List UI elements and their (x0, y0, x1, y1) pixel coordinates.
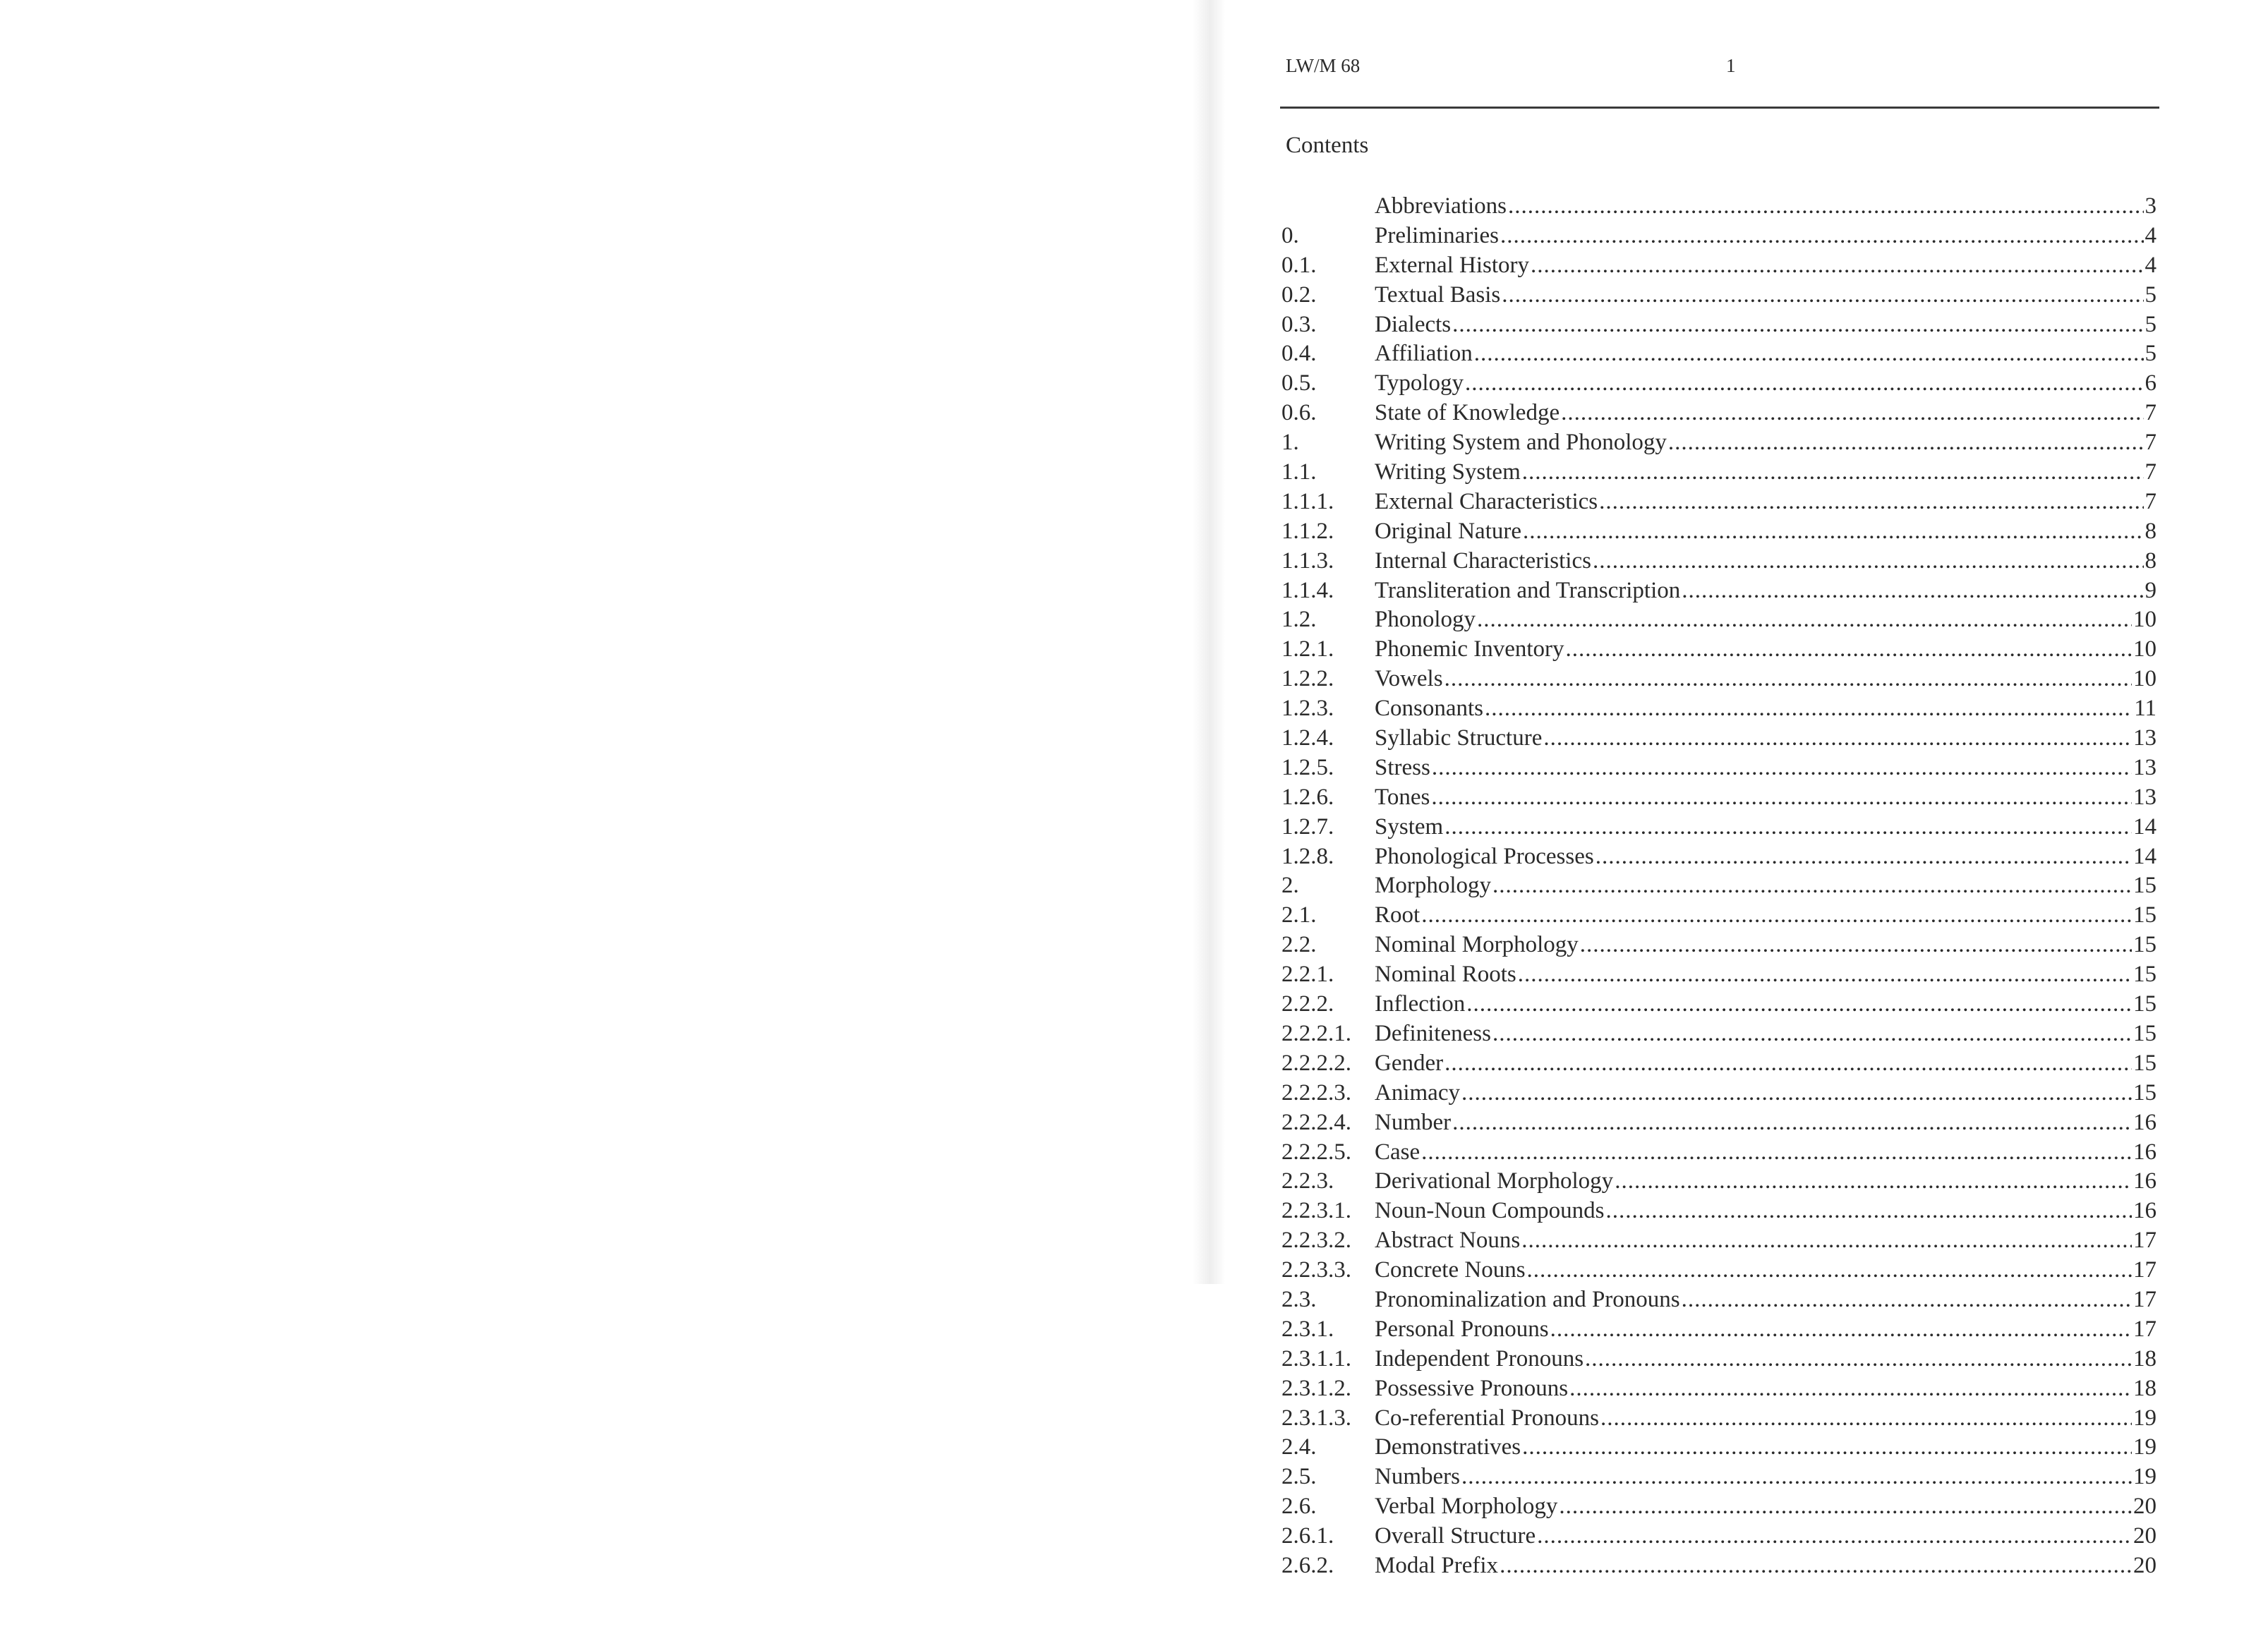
toc-section-title: Numbers (1375, 1464, 1460, 1490)
toc-section-title: Demonstratives (1375, 1434, 1521, 1460)
toc-dot-leader (1521, 1226, 2132, 1256)
toc-dot-leader (1523, 517, 2143, 547)
toc-entry (1281, 1226, 2157, 1256)
toc-section-number: 0.3. (1281, 311, 1317, 337)
toc-section-number: 2.3.1.2. (1281, 1375, 1351, 1401)
toc-dot-leader (1682, 576, 2143, 606)
toc-page-number: 15 (2133, 873, 2157, 899)
toc-entry (1281, 251, 2157, 281)
toc-page-number: 7 (2145, 430, 2157, 456)
toc-section-number: 1. (1281, 430, 1299, 456)
toc-page-number: 20 (2133, 1523, 2157, 1549)
toc-entry (1281, 547, 2157, 576)
toc-section-number: 0. (1281, 222, 1299, 248)
toc-page-number: 15 (2133, 1020, 2157, 1046)
toc-entry (1281, 458, 2157, 488)
running-header (1286, 55, 2166, 83)
toc-section-title: Nominal Morphology (1375, 932, 1579, 958)
toc-entry (1281, 1167, 2157, 1197)
toc-entry (1281, 990, 2157, 1019)
toc-section-title: Internal Characteristics (1375, 547, 1591, 574)
toc-section-number: 2.6. (1281, 1494, 1317, 1520)
toc-section-title: Writing System and Phonology (1375, 430, 1667, 456)
toc-dot-leader (1682, 1285, 2132, 1315)
toc-dot-leader (1593, 547, 2144, 576)
toc-entry (1281, 1522, 2157, 1551)
toc-dot-leader (1452, 310, 2143, 340)
toc-section-title: Transliteration and Transcription (1375, 577, 1681, 603)
toc-entry (1281, 1079, 2157, 1108)
toc-page-number: 5 (2145, 281, 2157, 308)
toc-section-title: System (1375, 813, 1444, 840)
toc-entry (1281, 310, 2157, 340)
toc-page-number: 20 (2133, 1494, 2157, 1520)
toc-section-title: Phonology (1375, 607, 1476, 633)
toc-section-title: Co-referential Pronouns (1375, 1405, 1599, 1431)
toc-section-title: Derivational Morphology (1375, 1168, 1614, 1194)
toc-entry (1281, 1256, 2157, 1285)
toc-page-number: 16 (2133, 1109, 2157, 1135)
toc-dot-leader (1466, 990, 2132, 1019)
toc-entry (1281, 1138, 2157, 1168)
toc-section-title: State of Knowledge (1375, 400, 1560, 426)
toc-section-number: 1.2.1. (1281, 636, 1334, 662)
toc-entry (1281, 1345, 2157, 1374)
toc-entry (1281, 1108, 2157, 1138)
toc-section-title: Syllabic Structure (1375, 725, 1543, 751)
toc-dot-leader (1518, 960, 2132, 990)
toc-dot-leader (1500, 1551, 2132, 1581)
toc-section-number: 1.2.7. (1281, 813, 1334, 840)
toc-section-title: Abstract Nouns (1375, 1228, 1521, 1254)
toc-section-title: Affiliation (1375, 341, 1473, 367)
toc-section-number: 2.2.2.4. (1281, 1109, 1351, 1135)
toc-entry (1281, 1285, 2157, 1315)
toc-entry (1281, 635, 2157, 665)
toc-section-title: Concrete Nouns (1375, 1257, 1526, 1283)
toc-dot-leader (1444, 1049, 2132, 1079)
toc-section-number: 1.2.8. (1281, 843, 1334, 869)
toc-section-number: 2.2.2.5. (1281, 1139, 1351, 1165)
toc-entry (1281, 753, 2157, 783)
toc-section-number: 1.2.4. (1281, 725, 1334, 751)
toc-dot-leader (1615, 1167, 2132, 1197)
toc-page-number: 19 (2133, 1405, 2157, 1431)
toc-dot-leader (1421, 1138, 2132, 1168)
toc-page-number: 16 (2133, 1139, 2157, 1165)
toc-section-number: 2. (1281, 873, 1299, 899)
toc-entry (1281, 842, 2157, 872)
series-code: LW/M 68 (1286, 55, 1361, 76)
toc-page-number: 10 (2133, 636, 2157, 662)
toc-dot-leader (1522, 1433, 2132, 1463)
toc-section-title: Root (1375, 902, 1420, 928)
toc-entry (1281, 339, 2157, 369)
toc-entry (1281, 576, 2157, 606)
toc-page-number: 8 (2145, 518, 2157, 544)
toc-section-title: Noun-Noun Compounds (1375, 1198, 1605, 1224)
toc-section-title: Animacy (1375, 1079, 1460, 1106)
toc-page-number: 8 (2145, 547, 2157, 574)
toc-dot-leader (1461, 1079, 2132, 1108)
toc-entry (1281, 694, 2157, 724)
toc-dot-leader (1474, 339, 2144, 369)
toc-dot-leader (1668, 428, 2144, 458)
toc-page-number: 15 (2133, 902, 2157, 928)
toc-section-title: Original Nature (1375, 518, 1522, 544)
toc-section-number: 0.2. (1281, 281, 1317, 308)
toc-entry (1281, 605, 2157, 635)
toc-dot-leader (1444, 665, 2132, 694)
toc-section-title: Consonants (1375, 696, 1484, 722)
page-gutter-shadow (1193, 0, 1225, 1284)
table-of-contents (1281, 192, 2157, 1581)
toc-section-number: 2.4. (1281, 1434, 1317, 1460)
toc-section-title: External Characteristics (1375, 488, 1598, 514)
toc-dot-leader (1452, 1108, 2132, 1138)
toc-section-number: 1.1.1. (1281, 488, 1334, 514)
toc-section-number: 2.1. (1281, 902, 1317, 928)
toc-dot-leader (1531, 251, 2143, 281)
toc-dot-leader (1444, 813, 2132, 842)
toc-page-number: 17 (2133, 1257, 2157, 1283)
toc-page-number: 15 (2133, 1050, 2157, 1076)
toc-page-number: 7 (2145, 488, 2157, 514)
contents-title: Contents (1286, 133, 1369, 158)
toc-dot-leader (1559, 1492, 2132, 1522)
toc-section-title: Definiteness (1375, 1020, 1491, 1046)
toc-entry (1281, 1404, 2157, 1434)
header-rule (1280, 107, 2159, 109)
toc-page-number: 19 (2133, 1464, 2157, 1490)
toc-section-title: Vowels (1375, 666, 1443, 692)
toc-entry (1281, 960, 2157, 990)
toc-dot-leader (1508, 192, 2144, 222)
toc-entry (1281, 428, 2157, 458)
toc-section-number: 2.2.3.1. (1281, 1198, 1351, 1224)
toc-page-number: 19 (2133, 1434, 2157, 1460)
toc-dot-leader (1461, 1463, 2132, 1492)
toc-section-title: Gender (1375, 1050, 1444, 1076)
toc-section-number: 2.2.2. (1281, 991, 1334, 1017)
toc-section-title: Stress (1375, 754, 1430, 780)
toc-section-title: Phonemic Inventory (1375, 636, 1564, 662)
contents-page (1225, 0, 2268, 1641)
toc-page-number: 13 (2133, 784, 2157, 810)
toc-dot-leader (1600, 1404, 2132, 1434)
toc-entry (1281, 1019, 2157, 1049)
toc-dot-leader (1432, 753, 2132, 783)
toc-section-number: 2.2.2.2. (1281, 1050, 1351, 1076)
toc-page-number: 13 (2133, 754, 2157, 780)
toc-entry (1281, 901, 2157, 931)
toc-dot-leader (1599, 488, 2143, 517)
toc-section-number: 0.5. (1281, 370, 1317, 396)
toc-section-number: 2.5. (1281, 1464, 1317, 1490)
toc-section-title: Preliminaries (1375, 222, 1499, 248)
toc-dot-leader (1522, 458, 2144, 488)
toc-page-number: 13 (2133, 725, 2157, 751)
toc-section-title: Textual Basis (1375, 281, 1501, 308)
toc-section-number: 1.1.2. (1281, 518, 1334, 544)
toc-dot-leader (1537, 1522, 2132, 1551)
toc-section-number: 2.3. (1281, 1286, 1317, 1312)
toc-section-number: 2.2.3.3. (1281, 1257, 1351, 1283)
toc-section-number: 1.2.6. (1281, 784, 1334, 810)
toc-entry (1281, 399, 2157, 428)
toc-entry (1281, 1374, 2157, 1404)
toc-entry (1281, 665, 2157, 694)
toc-dot-leader (1596, 842, 2132, 872)
toc-section-number: 2.6.2. (1281, 1552, 1334, 1578)
toc-entry (1281, 1492, 2157, 1522)
toc-section-number: 2.2.3.2. (1281, 1228, 1351, 1254)
toc-dot-leader (1500, 222, 2144, 251)
toc-dot-leader (1465, 369, 2143, 399)
toc-section-title: Dialects (1375, 311, 1452, 337)
toc-entry (1281, 1551, 2157, 1581)
toc-section-number: 1.1.3. (1281, 547, 1334, 574)
toc-entry (1281, 931, 2157, 960)
toc-section-title: External History (1375, 252, 1530, 278)
toc-section-number: 2.2.1. (1281, 962, 1334, 988)
toc-page-number: 4 (2145, 222, 2157, 248)
toc-page-number: 4 (2145, 252, 2157, 278)
toc-page-number: 5 (2145, 341, 2157, 367)
toc-dot-leader (1543, 724, 2132, 753)
toc-dot-leader (1431, 783, 2132, 813)
toc-section-title: Verbal Morphology (1375, 1494, 1558, 1520)
toc-section-title: Case (1375, 1139, 1420, 1165)
toc-section-number: 2.3.1.1. (1281, 1345, 1351, 1371)
toc-section-title: Phonological Processes (1375, 843, 1594, 869)
toc-page-number: 18 (2133, 1375, 2157, 1401)
toc-page-number: 14 (2133, 843, 2157, 869)
toc-section-title: Nominal Roots (1375, 962, 1516, 988)
toc-page-number: 7 (2145, 459, 2157, 485)
toc-section-number: 2.2.2.3. (1281, 1079, 1351, 1106)
toc-entry (1281, 281, 2157, 310)
page-number: 1 (1726, 55, 1736, 76)
toc-entry (1281, 871, 2157, 901)
toc-dot-leader (1566, 635, 2132, 665)
toc-page-number: 17 (2133, 1316, 2157, 1342)
toc-section-number: 0.1. (1281, 252, 1317, 278)
toc-dot-leader (1561, 399, 2143, 428)
toc-entry (1281, 488, 2157, 517)
toc-page-number: 14 (2133, 813, 2157, 840)
toc-section-number: 1.1.4. (1281, 577, 1334, 603)
toc-entry (1281, 1463, 2157, 1492)
toc-dot-leader (1485, 694, 2133, 724)
toc-section-number: 1.2.2. (1281, 666, 1334, 692)
toc-entry (1281, 369, 2157, 399)
toc-page-number: 15 (2133, 991, 2157, 1017)
toc-entry (1281, 813, 2157, 842)
toc-section-number: 2.2.3. (1281, 1168, 1334, 1194)
toc-section-title: Tones (1375, 784, 1430, 810)
toc-entry (1281, 192, 2157, 222)
toc-entry (1281, 517, 2157, 547)
toc-entry (1281, 222, 2157, 251)
toc-page-number: 10 (2133, 607, 2157, 633)
toc-dot-leader (1550, 1315, 2132, 1345)
toc-section-title: Number (1375, 1109, 1452, 1135)
toc-page-number: 16 (2133, 1198, 2157, 1224)
toc-entry (1281, 783, 2157, 813)
toc-dot-leader (1477, 605, 2132, 635)
toc-page-number: 20 (2133, 1552, 2157, 1578)
toc-section-title: Personal Pronouns (1375, 1316, 1549, 1342)
toc-section-title: Typology (1375, 370, 1464, 396)
toc-section-title: Inflection (1375, 991, 1466, 1017)
toc-entry (1281, 1433, 2157, 1463)
toc-section-title: Possessive Pronouns (1375, 1375, 1569, 1401)
toc-page-number: 17 (2133, 1286, 2157, 1312)
toc-page-number: 15 (2133, 962, 2157, 988)
toc-page-number: 5 (2145, 311, 2157, 337)
toc-section-number: 1.2.3. (1281, 696, 1334, 722)
toc-page-number: 9 (2145, 577, 2157, 603)
toc-section-number: 1.2.5. (1281, 754, 1334, 780)
toc-entry (1281, 1197, 2157, 1226)
toc-section-number: 2.6.1. (1281, 1523, 1334, 1549)
toc-dot-leader (1585, 1345, 2132, 1374)
toc-page-number: 11 (2134, 696, 2157, 722)
toc-section-title: Writing System (1375, 459, 1521, 485)
toc-dot-leader (1569, 1374, 2132, 1404)
toc-section-number: 0.4. (1281, 341, 1317, 367)
toc-section-title: Independent Pronouns (1375, 1345, 1584, 1371)
toc-entry (1281, 1315, 2157, 1345)
toc-page-number: 3 (2145, 193, 2157, 219)
toc-dot-leader (1492, 1019, 2132, 1049)
toc-page-number: 10 (2133, 666, 2157, 692)
toc-section-number: 2.2.2.1. (1281, 1020, 1351, 1046)
toc-page-number: 6 (2145, 370, 2157, 396)
toc-dot-leader (1421, 901, 2132, 931)
toc-dot-leader (1605, 1197, 2132, 1226)
toc-entry (1281, 724, 2157, 753)
toc-section-number: 2.2. (1281, 932, 1317, 958)
toc-dot-leader (1580, 931, 2132, 960)
toc-section-title: Morphology (1375, 873, 1491, 899)
toc-page-number: 18 (2133, 1345, 2157, 1371)
toc-section-title: Modal Prefix (1375, 1552, 1499, 1578)
toc-dot-leader (1492, 871, 2132, 901)
toc-section-number: 2.3.1.3. (1281, 1405, 1351, 1431)
toc-section-number: 1.1. (1281, 459, 1317, 485)
toc-section-number: 0.6. (1281, 400, 1317, 426)
toc-entry (1281, 1049, 2157, 1079)
toc-section-number: 1.2. (1281, 607, 1317, 633)
toc-dot-leader (1527, 1256, 2132, 1285)
toc-section-title: Abbreviations (1375, 193, 1507, 219)
toc-section-title: Overall Structure (1375, 1523, 1536, 1549)
toc-page-number: 15 (2133, 1079, 2157, 1106)
toc-page-number: 7 (2145, 400, 2157, 426)
toc-section-title: Pronominalization and Pronouns (1375, 1286, 1680, 1312)
toc-page-number: 16 (2133, 1168, 2157, 1194)
toc-page-number: 15 (2133, 932, 2157, 958)
toc-page-number: 17 (2133, 1228, 2157, 1254)
toc-section-number: 2.3.1. (1281, 1316, 1334, 1342)
toc-dot-leader (1502, 281, 2143, 310)
